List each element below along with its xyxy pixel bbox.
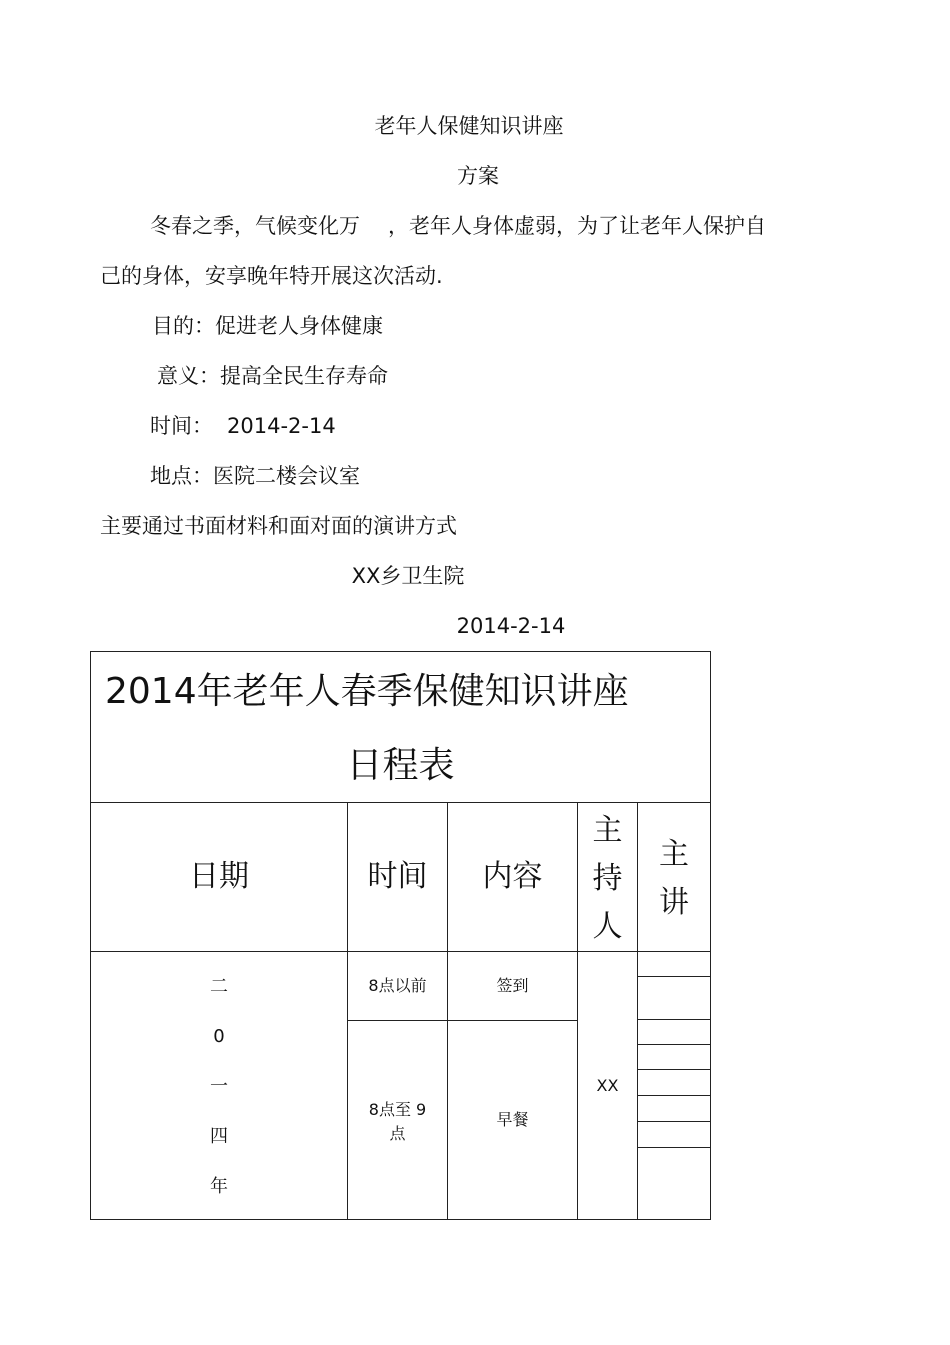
date-char-1: 二	[210, 976, 228, 997]
method-line: 主要通过书面材料和面对面的演讲方式	[100, 514, 457, 538]
organization-signature: XX乡卫生院	[351, 564, 465, 588]
speaker-slot	[637, 1121, 711, 1148]
intro-text-part2: ，老年人身体虚弱，为了让老年人保护自	[388, 214, 766, 238]
header-speaker-char-2: 讲	[659, 885, 689, 920]
row1-time-cell	[347, 951, 448, 1021]
intro-paragraph-line2: 己的身体，安享晚年特开展这次活动.	[100, 264, 443, 288]
speaker-slot	[637, 1095, 711, 1122]
time-line	[150, 412, 336, 440]
header-content: 内容	[482, 859, 543, 894]
date-char-4: 四	[210, 1126, 228, 1147]
speaker-slot	[637, 976, 711, 1020]
time-label: 时间：	[150, 414, 213, 438]
date-char-3: 一	[210, 1076, 228, 1097]
header-speaker-char-1: 主	[659, 837, 689, 872]
row2-content-cell	[447, 1020, 578, 1220]
row2-time-line1: 8点至 9	[368, 1100, 427, 1119]
date-char-5: 年	[210, 1176, 228, 1197]
schedule-title-cell	[90, 651, 711, 803]
header-date: 日期	[189, 859, 249, 894]
speaker-slot	[637, 1069, 711, 1096]
header-host-char-1: 主	[592, 813, 623, 848]
row1-time: 8点以前	[368, 976, 427, 995]
intro-paragraph-line1	[150, 212, 766, 240]
header-host-cell	[577, 802, 638, 952]
header-time: 时间	[367, 859, 428, 894]
meaning-line: 意义：提高全民生存寿命	[157, 364, 388, 388]
header-host-char-2: 持	[592, 861, 623, 896]
header-time-cell	[347, 802, 448, 952]
speaker-slot	[637, 951, 711, 977]
purpose-line: 目的：促进老人身体健康	[152, 314, 383, 338]
time-value: 2014-2-14	[227, 414, 336, 438]
speaker-slot	[637, 1147, 711, 1220]
row2-content: 早餐	[496, 1110, 529, 1129]
header-date-cell	[90, 802, 348, 952]
schedule-title: 2014年老年人春季保健知识讲座	[105, 671, 629, 712]
row2-time-cell	[347, 1020, 448, 1220]
schedule-subtitle: 日程表	[346, 745, 455, 786]
host-value: XX	[596, 1076, 619, 1095]
speaker-slot	[637, 1019, 711, 1045]
header-content-cell	[447, 802, 578, 952]
date-body-cell	[90, 951, 348, 1220]
row1-content: 签到	[496, 976, 529, 995]
signature-date: 2014-2-14	[456, 614, 566, 638]
header-speaker-cell	[637, 802, 711, 952]
schedule-table	[90, 651, 711, 1220]
place-line: 地点：医院二楼会议室	[150, 464, 360, 488]
header-host-char-3: 人	[592, 909, 623, 944]
row2-time-line2: 点	[389, 1124, 406, 1143]
intro-text-part1: 冬春之季，气候变化万	[150, 214, 360, 238]
host-body-cell	[577, 951, 638, 1220]
document-title: 老年人保健知识讲座	[374, 114, 564, 138]
document-subtitle: 方案	[457, 164, 499, 188]
row1-content-cell	[447, 951, 578, 1021]
speaker-slot	[637, 1044, 711, 1070]
date-char-2: 0	[213, 1026, 225, 1047]
